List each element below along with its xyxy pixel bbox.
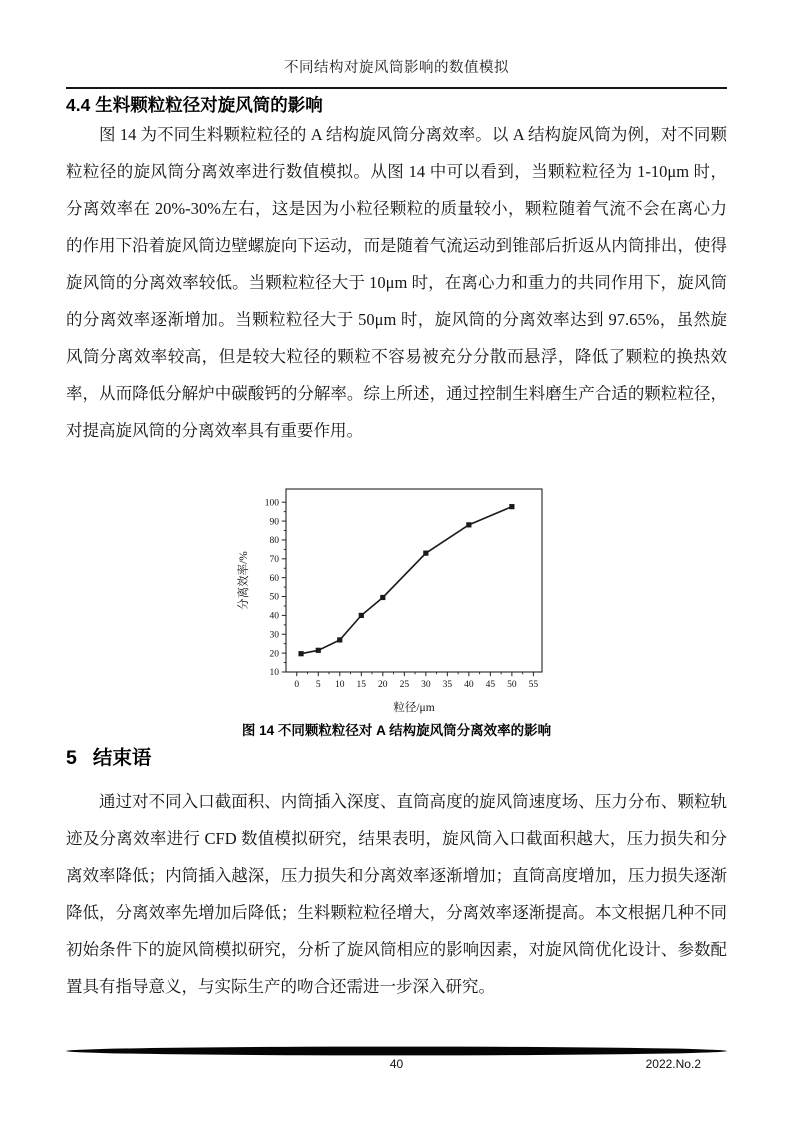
svg-text:70: 70 [269,555,279,566]
footer-bar [66,1045,727,1057]
svg-text:20: 20 [269,649,279,660]
svg-text:10: 10 [334,680,345,690]
figure-14 [66,481,727,721]
footer [66,1057,727,1075]
svg-text:60: 60 [269,573,279,584]
separation-efficiency-line-chart [236,481,558,716]
svg-text:80: 80 [269,536,279,547]
svg-text:50: 50 [506,680,517,690]
svg-text:45: 45 [485,680,495,690]
svg-text:35: 35 [442,680,452,690]
content-column [66,0,727,1122]
svg-text:50: 50 [269,592,279,603]
svg-text:0: 0 [293,680,299,690]
page-number: 40 [389,1057,404,1071]
svg-text:40: 40 [269,611,279,622]
svg-text:20: 20 [377,680,388,690]
issue-label: 2022.No.2 [645,1057,701,1071]
svg-text:15: 15 [356,680,366,690]
svg-text:10: 10 [269,668,279,679]
running-header-title: 不同结构对旋风筒影响的数值模拟 [284,60,509,76]
svg-text:90: 90 [269,517,279,528]
section-5-title: 结束语 [92,747,152,769]
svg-text:30: 30 [269,630,279,641]
section-heading-4-4: 4.4 生料颗粒粒径对旋风筒的影响 [66,95,323,115]
figure-14-caption: 图 14 不同颗粒粒径对 A 结构旋风筒分离效率的影响 [241,723,552,738]
paragraph-conclusion: 通过对不同入口截面积、内筒插入深度、直筒高度的旋风筒速度场、压力分布、颗粒轨迹及分离效率进行 CFD 数值模拟研究，结果表明，旋风筒入口截面积越大，压力损失和分离效率降低；内筒插入越深，压力损失和分离效率逐渐增加；直筒高度增加，压力损失逐渐降低，分离效率先增加后降低；生料颗粒粒径增大，分离效率逐渐提高。本文根据几种不同初始条件下的旋风筒模拟研究，分析了旋风筒相应的影响因素，对旋风筒优化设计、参数配置具有指导意义，与实际生产的吻合还需进一步深入研究。 [66,792,727,996]
svg-text:5: 5 [315,680,321,690]
svg-text:40: 40 [463,680,474,690]
header-rule [66,87,727,89]
section-heading-5 [66,742,727,770]
svg-text:粒径/μm: 粒径/μm [392,702,435,714]
section-5-number: 5 [66,747,77,769]
svg-text:30: 30 [420,680,431,690]
paragraph-particle-size: 图 14 为不同生料颗粒粒径的 A 结构旋风筒分离效率。以 A 结构旋风筒为例，对不同颗粒粒径的旋风筒分离效率进行数值模拟。从图 14 中可以看到，当颗粒粒径为 1-10μm 时，分离效率在 20%-30%左右，这是因为小粒径颗粒的质量较小，颗粒随着气流不会在离心力的作用下沿着旋风筒边壁螺旋向下运动，而是随着气流运动到锥部后折返从内筒排出，使得旋风筒的分离效率较低。当颗粒粒径大于 10μm 时，在离心力和重力的共同作用下，旋风筒的分离效率逐渐增加。当颗粒粒径大于 50μm 时，旋风筒的分离效率达到 97.65%，虽然旋风筒分离效率较高，但是较大粒径的颗粒不容易被充分分散而悬浮，降低了颗粒的换热效率，从而降低分解炉中碳酸钙的分解率。综上所述，通过控制生料磨生产合适的颗粒粒径，对提高旋风筒的分离效率具有重要作用。 [66,125,727,440]
svg-text:100: 100 [264,498,279,509]
svg-text:分离效率/%: 分离效率/% [237,551,250,610]
svg-text:25: 25 [399,680,409,690]
svg-text:55: 55 [528,680,538,690]
